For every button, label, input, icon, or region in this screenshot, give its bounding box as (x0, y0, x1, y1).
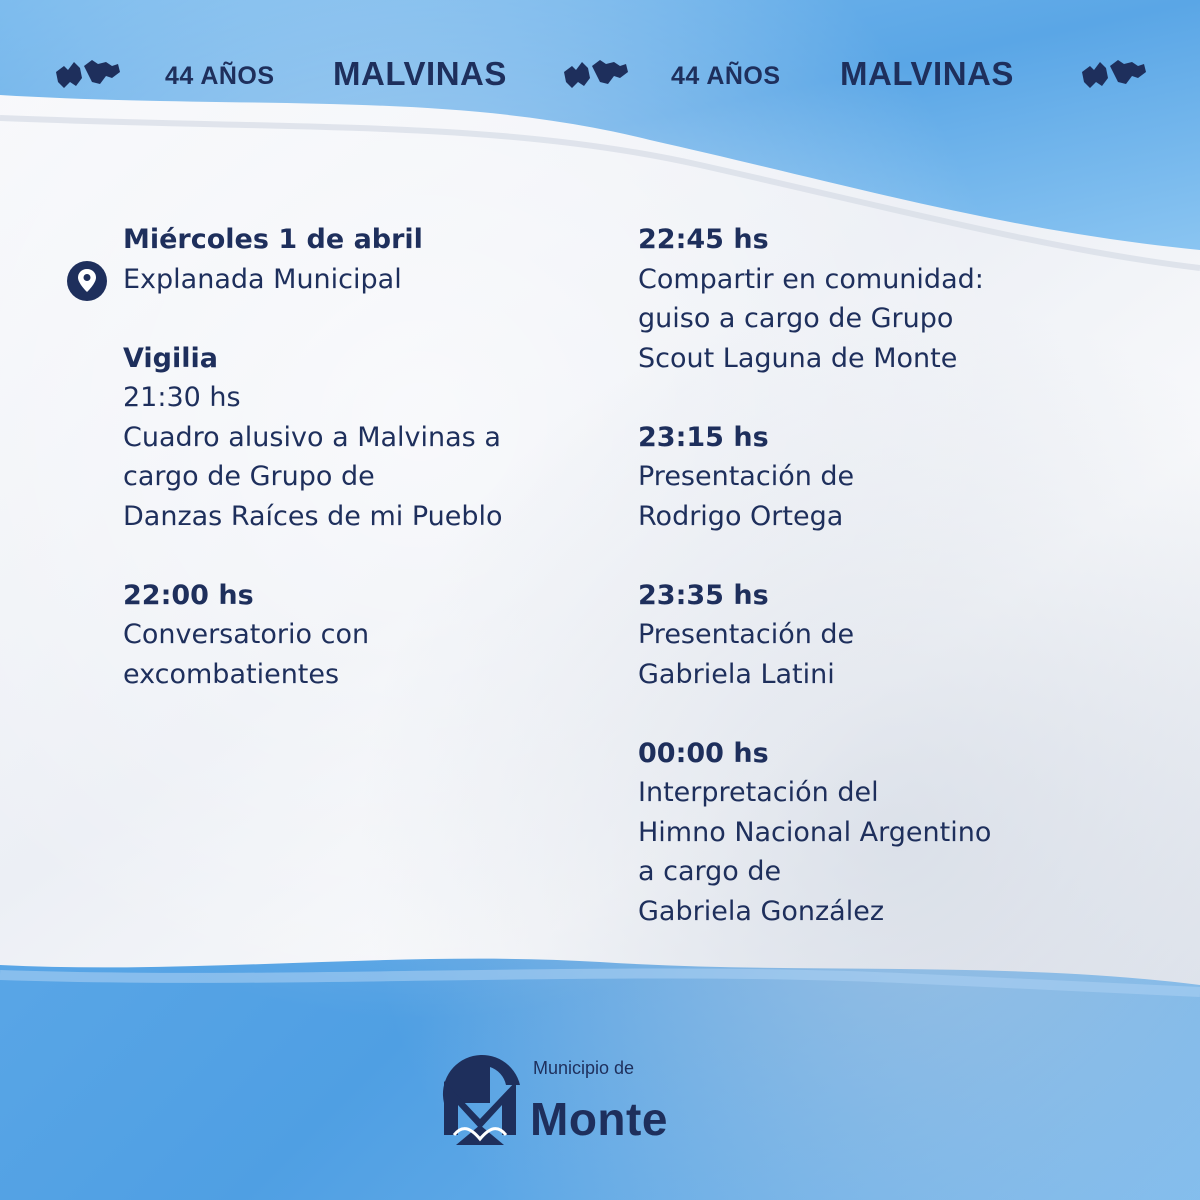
schedule-left-column (123, 220, 583, 694)
schedule-line: Cuadro alusivo a Malvinas a (123, 421, 501, 453)
schedule-line: excombatientes (123, 658, 340, 690)
schedule-line: cargo de Grupo de (123, 461, 375, 492)
schedule-line: Compartir en comunidad: (638, 263, 984, 295)
malvinas-islands-icon (52, 52, 124, 94)
schedule-time: 23:35 hs (638, 579, 769, 611)
schedule-line: Presentación de (638, 461, 855, 492)
logo-title: Monte (530, 1093, 668, 1145)
banner-malvinas-2: MALVINAS (840, 55, 1014, 92)
banner-years-1: 44 AÑOS (165, 62, 275, 90)
schedule-line: a cargo de (638, 856, 782, 887)
banner-years-2: 44 AÑOS (671, 62, 781, 90)
schedule-line: guiso a cargo de Grupo (638, 303, 954, 334)
schedule-line: Scout Laguna de Monte (638, 342, 958, 374)
schedule-line: Presentación de (638, 619, 855, 650)
banner-malvinas-1: MALVINAS (333, 55, 507, 92)
schedule-line: Danzas Raíces de mi Pueblo (123, 500, 503, 532)
vigilia-heading: Vigilia (123, 342, 218, 374)
event-location: Explanada Municipal (123, 263, 402, 295)
schedule-line: Gabriela González (638, 895, 885, 927)
logo-subtitle: Municipio de (533, 1058, 635, 1078)
schedule-time: 22:00 hs (123, 579, 254, 611)
schedule-time: 23:15 hs (638, 421, 769, 453)
schedule-line: Gabriela Latini (638, 658, 835, 690)
malvinas-islands-icon (1078, 52, 1150, 94)
event-date: Miércoles 1 de abril (123, 224, 423, 255)
schedule-line: Himno Nacional Argentino (638, 816, 992, 848)
schedule-line: Interpretación del (638, 777, 879, 808)
schedule-line: Rodrigo Ortega (638, 500, 844, 532)
schedule-line: 21:30 hs (123, 382, 241, 413)
schedule-right-column (638, 220, 1068, 931)
location-pin-icon (66, 260, 108, 302)
schedule-line: Conversatorio con (123, 619, 370, 650)
malvinas-islands-icon (560, 52, 632, 94)
schedule-time: 22:45 hs (638, 224, 769, 255)
schedule-time: 00:00 hs (638, 737, 769, 769)
